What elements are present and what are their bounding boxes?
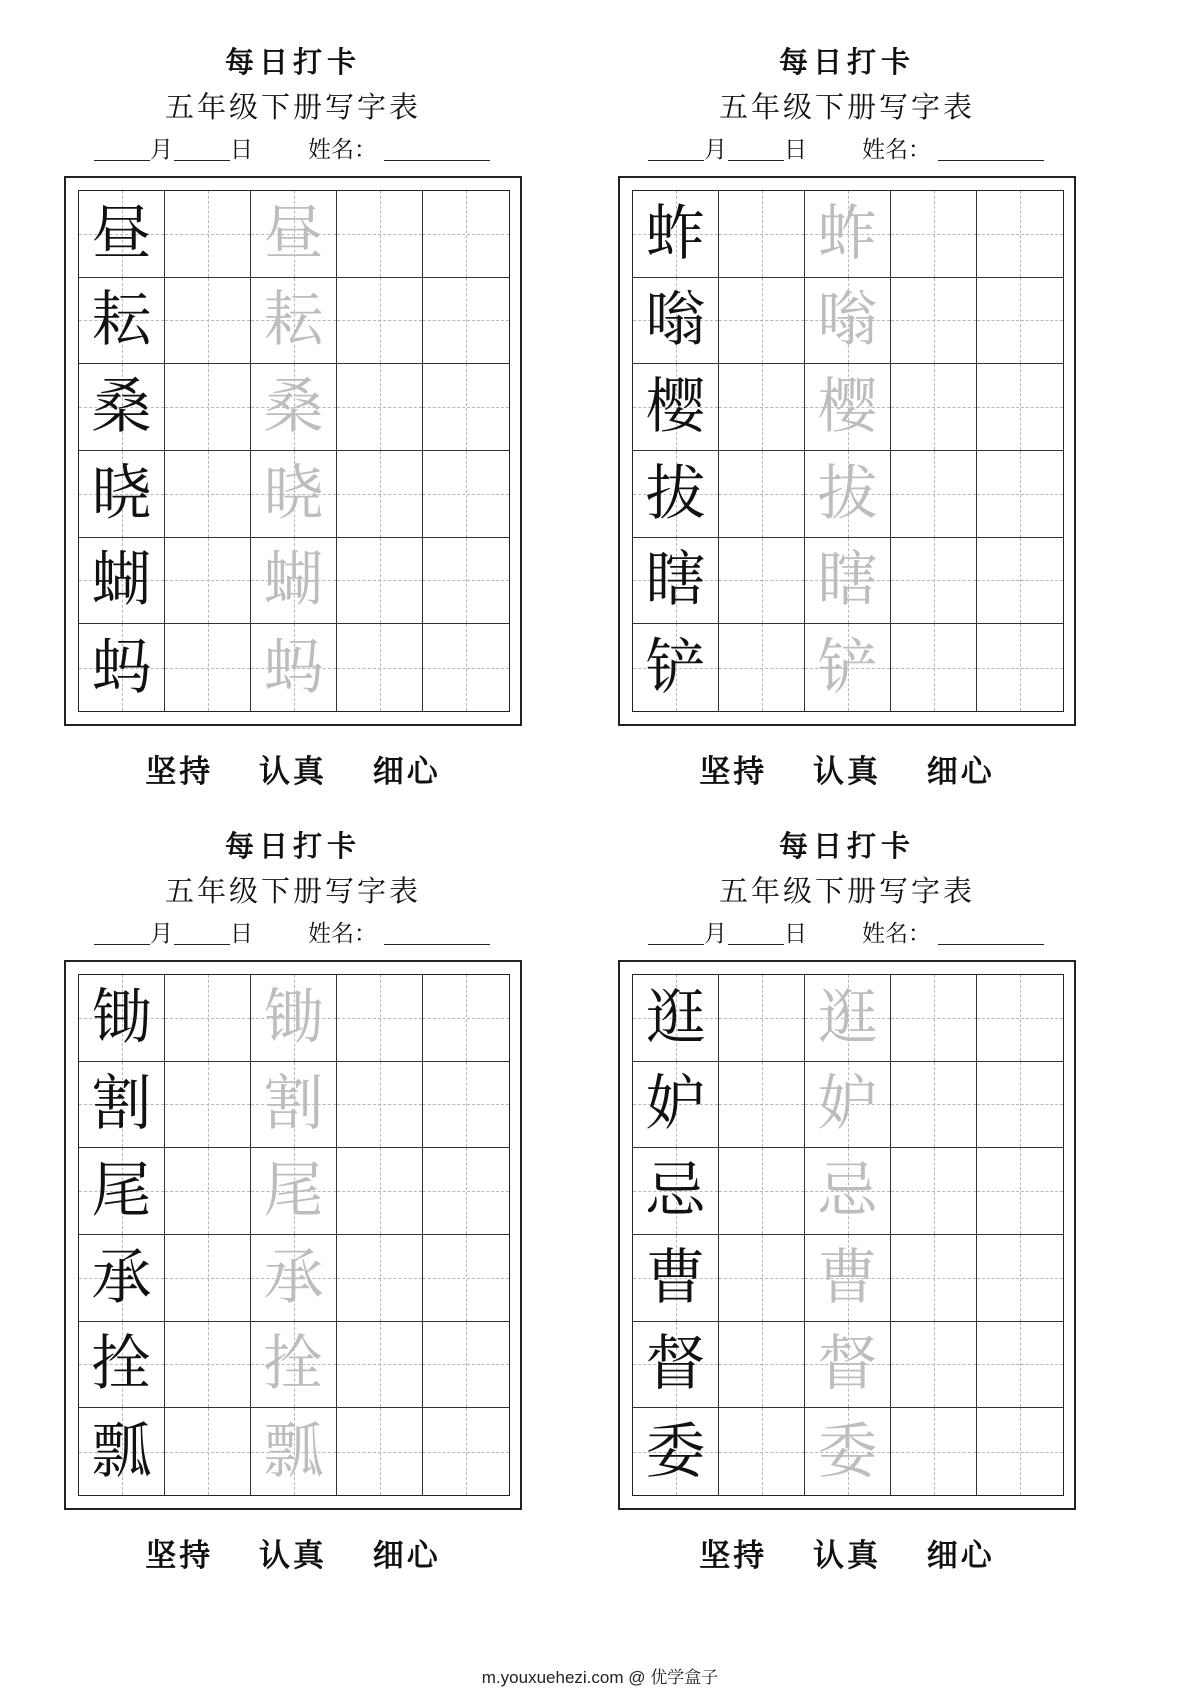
grid-cell[interactable] bbox=[977, 1322, 1063, 1409]
day-label: 日 bbox=[230, 921, 253, 947]
motto-word: 坚持 bbox=[145, 754, 214, 790]
grid-cell[interactable] bbox=[423, 191, 509, 278]
model-character: 桑 bbox=[91, 372, 152, 443]
practice-card bbox=[618, 40, 1088, 790]
grid-cell[interactable] bbox=[251, 1408, 337, 1495]
grid-cell[interactable] bbox=[633, 975, 719, 1062]
grid-cell[interactable] bbox=[165, 624, 251, 711]
grid-cell[interactable] bbox=[891, 538, 977, 625]
model-character: 逛 bbox=[645, 982, 706, 1053]
grid-cell[interactable] bbox=[633, 538, 719, 625]
grid-cell[interactable] bbox=[251, 451, 337, 538]
grid-cell[interactable] bbox=[633, 1148, 719, 1235]
writing-grid-frame bbox=[64, 176, 522, 726]
grid-cell[interactable] bbox=[337, 1235, 423, 1322]
motto-word: 细心 bbox=[926, 754, 995, 790]
day-label: 日 bbox=[230, 137, 253, 163]
grid-cell[interactable] bbox=[719, 451, 805, 538]
grid-cell[interactable] bbox=[977, 975, 1063, 1062]
date-name-line bbox=[64, 914, 534, 954]
name-blank[interactable] bbox=[938, 944, 1044, 945]
grid-cell[interactable] bbox=[79, 1408, 165, 1495]
grid-cell[interactable] bbox=[633, 278, 719, 365]
trace-character: 昼 bbox=[263, 198, 324, 269]
motto-word: 坚持 bbox=[699, 754, 768, 790]
card-title: 每日打卡 bbox=[778, 45, 915, 79]
grid-cell[interactable] bbox=[633, 364, 719, 451]
grid-cell[interactable] bbox=[805, 1148, 891, 1235]
motto bbox=[618, 746, 1076, 791]
grid-cell[interactable] bbox=[251, 1062, 337, 1149]
grid-cell[interactable] bbox=[337, 191, 423, 278]
grid-cell[interactable] bbox=[79, 1062, 165, 1149]
model-character: 锄 bbox=[91, 982, 152, 1053]
model-character: 拔 bbox=[645, 458, 706, 529]
date-name-line bbox=[618, 130, 1088, 170]
model-character: 蚂 bbox=[91, 632, 152, 703]
grid-cell[interactable] bbox=[977, 191, 1063, 278]
motto-word: 细心 bbox=[372, 754, 441, 790]
writing-grid bbox=[78, 974, 510, 1496]
day-label: 日 bbox=[784, 137, 807, 163]
grid-cell[interactable] bbox=[165, 364, 251, 451]
motto-word: 认真 bbox=[259, 1538, 327, 1574]
grid-cell[interactable] bbox=[977, 278, 1063, 365]
motto-word: 认真 bbox=[813, 754, 881, 790]
practice-card bbox=[64, 40, 534, 790]
grid-cell[interactable] bbox=[719, 278, 805, 365]
model-character: 嗡 bbox=[645, 285, 706, 356]
model-character: 承 bbox=[91, 1242, 152, 1313]
grid-cell[interactable] bbox=[805, 364, 891, 451]
grid-cell[interactable] bbox=[337, 1408, 423, 1495]
grid-cell[interactable] bbox=[165, 1148, 251, 1235]
trace-character: 承 bbox=[263, 1242, 324, 1313]
grid-cell[interactable] bbox=[337, 1148, 423, 1235]
trace-character: 锄 bbox=[263, 982, 324, 1053]
grid-cell[interactable] bbox=[891, 624, 977, 711]
grid-cell[interactable] bbox=[337, 1062, 423, 1149]
trace-character: 蝴 bbox=[263, 545, 324, 616]
model-character: 蝴 bbox=[91, 545, 152, 616]
grid-cell[interactable] bbox=[719, 1062, 805, 1149]
trace-character: 樱 bbox=[817, 372, 878, 443]
day-label: 日 bbox=[784, 921, 807, 947]
trace-character: 忌 bbox=[817, 1156, 878, 1227]
month-blank[interactable] bbox=[94, 944, 150, 945]
grid-cell[interactable] bbox=[719, 538, 805, 625]
day-blank[interactable] bbox=[728, 944, 784, 945]
grid-cell[interactable] bbox=[423, 364, 509, 451]
grid-cell[interactable] bbox=[805, 1322, 891, 1409]
writing-grid-frame bbox=[618, 960, 1076, 1510]
model-character: 妒 bbox=[645, 1069, 706, 1140]
grid-cell[interactable] bbox=[251, 1235, 337, 1322]
grid-cell[interactable] bbox=[165, 1062, 251, 1149]
motto-word: 细心 bbox=[372, 1538, 441, 1574]
grid-cell[interactable] bbox=[891, 1062, 977, 1149]
grid-cell[interactable] bbox=[719, 1408, 805, 1495]
model-character: 委 bbox=[645, 1416, 706, 1487]
grid-cell[interactable] bbox=[891, 191, 977, 278]
grid-cell[interactable] bbox=[79, 624, 165, 711]
grid-cell[interactable] bbox=[805, 1408, 891, 1495]
date-name-line bbox=[618, 914, 1088, 954]
writing-grid-frame bbox=[618, 176, 1076, 726]
grid-cell[interactable] bbox=[165, 1408, 251, 1495]
grid-cell[interactable] bbox=[423, 538, 509, 625]
month-label: 月 bbox=[150, 137, 173, 163]
grid-cell[interactable] bbox=[977, 1235, 1063, 1322]
trace-character: 拴 bbox=[263, 1329, 324, 1400]
grid-cell[interactable] bbox=[805, 975, 891, 1062]
grid-cell[interactable] bbox=[337, 278, 423, 365]
grid-cell[interactable] bbox=[423, 1235, 509, 1322]
model-character: 樱 bbox=[645, 372, 706, 443]
trace-character: 晓 bbox=[263, 458, 324, 529]
grid-cell[interactable] bbox=[251, 278, 337, 365]
trace-character: 铲 bbox=[817, 632, 878, 703]
grid-cell[interactable] bbox=[79, 364, 165, 451]
model-character: 督 bbox=[645, 1329, 706, 1400]
model-character: 晓 bbox=[91, 458, 152, 529]
name-label: 姓名： bbox=[862, 921, 931, 947]
motto-word: 细心 bbox=[926, 1538, 995, 1574]
card-title: 每日打卡 bbox=[224, 829, 361, 863]
grid-cell[interactable] bbox=[165, 538, 251, 625]
grid-cell[interactable] bbox=[977, 451, 1063, 538]
grid-cell[interactable] bbox=[977, 624, 1063, 711]
trace-character: 瓢 bbox=[263, 1416, 324, 1487]
grid-cell[interactable] bbox=[719, 624, 805, 711]
trace-character: 曹 bbox=[817, 1242, 878, 1313]
grid-cell[interactable] bbox=[423, 1408, 509, 1495]
grid-cell[interactable] bbox=[337, 451, 423, 538]
grid-cell[interactable] bbox=[891, 1408, 977, 1495]
name-blank[interactable] bbox=[384, 944, 490, 945]
grid-cell[interactable] bbox=[423, 1062, 509, 1149]
motto-word: 坚持 bbox=[145, 1538, 214, 1574]
grid-cell[interactable] bbox=[633, 1062, 719, 1149]
grid-cell[interactable] bbox=[423, 1148, 509, 1235]
grid-cell[interactable] bbox=[165, 975, 251, 1062]
grid-cell[interactable] bbox=[719, 1322, 805, 1409]
name-label: 姓名： bbox=[308, 137, 377, 163]
card-subtitle: 五年级下册写字表 bbox=[164, 90, 421, 124]
grid-cell[interactable] bbox=[423, 451, 509, 538]
grid-cell[interactable] bbox=[633, 1408, 719, 1495]
grid-cell[interactable] bbox=[633, 1235, 719, 1322]
model-character: 蚱 bbox=[645, 198, 706, 269]
grid-cell[interactable] bbox=[423, 624, 509, 711]
grid-cell[interactable] bbox=[251, 538, 337, 625]
grid-cell[interactable] bbox=[719, 1235, 805, 1322]
writing-grid bbox=[78, 190, 510, 712]
month-blank[interactable] bbox=[94, 160, 150, 161]
practice-card bbox=[618, 824, 1088, 1574]
grid-cell[interactable] bbox=[165, 1235, 251, 1322]
model-character: 忌 bbox=[645, 1156, 706, 1227]
grid-cell[interactable] bbox=[805, 624, 891, 711]
trace-character: 蚂 bbox=[263, 632, 324, 703]
model-character: 瓢 bbox=[91, 1416, 152, 1487]
footer-credit: m.youxuehezi.com @ 优学盒子 bbox=[481, 1668, 719, 1687]
grid-cell[interactable] bbox=[977, 538, 1063, 625]
grid-cell[interactable] bbox=[891, 1148, 977, 1235]
writing-grid bbox=[632, 974, 1064, 1496]
model-character: 曹 bbox=[645, 1242, 706, 1313]
trace-character: 蚱 bbox=[817, 198, 878, 269]
card-subtitle: 五年级下册写字表 bbox=[164, 874, 421, 908]
grid-cell[interactable] bbox=[79, 1322, 165, 1409]
model-character: 铲 bbox=[645, 632, 706, 703]
grid-cell[interactable] bbox=[633, 624, 719, 711]
month-label: 月 bbox=[150, 921, 173, 947]
trace-character: 桑 bbox=[263, 372, 324, 443]
grid-cell[interactable] bbox=[891, 364, 977, 451]
card-subtitle: 五年级下册写字表 bbox=[718, 90, 975, 124]
grid-cell[interactable] bbox=[337, 624, 423, 711]
motto-word: 坚持 bbox=[699, 1538, 768, 1574]
grid-cell[interactable] bbox=[891, 1322, 977, 1409]
trace-character: 嗡 bbox=[817, 285, 878, 356]
grid-cell[interactable] bbox=[977, 1408, 1063, 1495]
grid-cell[interactable] bbox=[165, 1322, 251, 1409]
trace-character: 瞎 bbox=[817, 545, 878, 616]
practice-card bbox=[64, 824, 534, 1574]
trace-character: 拔 bbox=[817, 458, 878, 529]
grid-cell[interactable] bbox=[79, 1148, 165, 1235]
grid-cell[interactable] bbox=[719, 364, 805, 451]
month-blank[interactable] bbox=[648, 160, 704, 161]
trace-character: 割 bbox=[263, 1069, 324, 1140]
grid-cell[interactable] bbox=[337, 364, 423, 451]
name-blank[interactable] bbox=[938, 160, 1044, 161]
grid-cell[interactable] bbox=[719, 191, 805, 278]
model-character: 割 bbox=[91, 1069, 152, 1140]
grid-cell[interactable] bbox=[977, 1148, 1063, 1235]
model-character: 拴 bbox=[91, 1329, 152, 1400]
grid-cell[interactable] bbox=[251, 191, 337, 278]
month-label: 月 bbox=[704, 921, 727, 947]
grid-cell[interactable] bbox=[79, 1235, 165, 1322]
day-blank[interactable] bbox=[174, 944, 230, 945]
grid-cell[interactable] bbox=[805, 278, 891, 365]
day-blank[interactable] bbox=[728, 160, 784, 161]
card-title: 每日打卡 bbox=[224, 45, 361, 79]
grid-cell[interactable] bbox=[719, 1148, 805, 1235]
model-character: 尾 bbox=[91, 1156, 152, 1227]
card-title: 每日打卡 bbox=[778, 829, 915, 863]
motto-word: 认真 bbox=[259, 754, 327, 790]
motto bbox=[64, 746, 522, 791]
writing-grid-frame bbox=[64, 960, 522, 1510]
grid-cell[interactable] bbox=[423, 278, 509, 365]
grid-cell[interactable] bbox=[633, 451, 719, 538]
motto bbox=[618, 1530, 1076, 1575]
grid-cell[interactable] bbox=[165, 451, 251, 538]
grid-cell[interactable] bbox=[251, 624, 337, 711]
month-label: 月 bbox=[704, 137, 727, 163]
card-subtitle: 五年级下册写字表 bbox=[718, 874, 975, 908]
grid-cell[interactable] bbox=[805, 191, 891, 278]
motto-word: 认真 bbox=[813, 1538, 881, 1574]
grid-cell[interactable] bbox=[805, 1235, 891, 1322]
grid-cell[interactable] bbox=[251, 364, 337, 451]
grid-cell[interactable] bbox=[633, 191, 719, 278]
day-blank[interactable] bbox=[174, 160, 230, 161]
grid-cell[interactable] bbox=[165, 278, 251, 365]
writing-grid bbox=[632, 190, 1064, 712]
grid-cell[interactable] bbox=[805, 451, 891, 538]
month-blank[interactable] bbox=[648, 944, 704, 945]
model-character: 瞎 bbox=[645, 545, 706, 616]
grid-cell[interactable] bbox=[251, 1322, 337, 1409]
date-name-line bbox=[64, 130, 534, 170]
grid-cell[interactable] bbox=[337, 975, 423, 1062]
grid-cell[interactable] bbox=[805, 538, 891, 625]
grid-cell[interactable] bbox=[891, 278, 977, 365]
trace-character: 妒 bbox=[817, 1069, 878, 1140]
grid-cell[interactable] bbox=[891, 1235, 977, 1322]
trace-character: 耘 bbox=[263, 285, 324, 356]
model-character: 昼 bbox=[91, 198, 152, 269]
grid-cell[interactable] bbox=[79, 278, 165, 365]
grid-cell[interactable] bbox=[977, 1062, 1063, 1149]
grid-cell[interactable] bbox=[423, 1322, 509, 1409]
name-label: 姓名： bbox=[862, 137, 931, 163]
grid-cell[interactable] bbox=[977, 364, 1063, 451]
grid-cell[interactable] bbox=[79, 451, 165, 538]
grid-cell[interactable] bbox=[251, 1148, 337, 1235]
grid-cell[interactable] bbox=[891, 975, 977, 1062]
trace-character: 督 bbox=[817, 1329, 878, 1400]
grid-cell[interactable] bbox=[165, 191, 251, 278]
grid-cell[interactable] bbox=[423, 975, 509, 1062]
grid-cell[interactable] bbox=[79, 538, 165, 625]
grid-cell[interactable] bbox=[337, 538, 423, 625]
trace-character: 尾 bbox=[263, 1156, 324, 1227]
grid-cell[interactable] bbox=[633, 1322, 719, 1409]
grid-cell[interactable] bbox=[891, 451, 977, 538]
model-character: 耘 bbox=[91, 285, 152, 356]
name-blank[interactable] bbox=[384, 160, 490, 161]
grid-cell[interactable] bbox=[79, 191, 165, 278]
trace-character: 逛 bbox=[817, 982, 878, 1053]
grid-cell[interactable] bbox=[251, 975, 337, 1062]
trace-character: 委 bbox=[817, 1416, 878, 1487]
grid-cell[interactable] bbox=[805, 1062, 891, 1149]
grid-cell[interactable] bbox=[79, 975, 165, 1062]
name-label: 姓名： bbox=[308, 921, 377, 947]
motto bbox=[64, 1530, 522, 1575]
grid-cell[interactable] bbox=[337, 1322, 423, 1409]
grid-cell[interactable] bbox=[719, 975, 805, 1062]
